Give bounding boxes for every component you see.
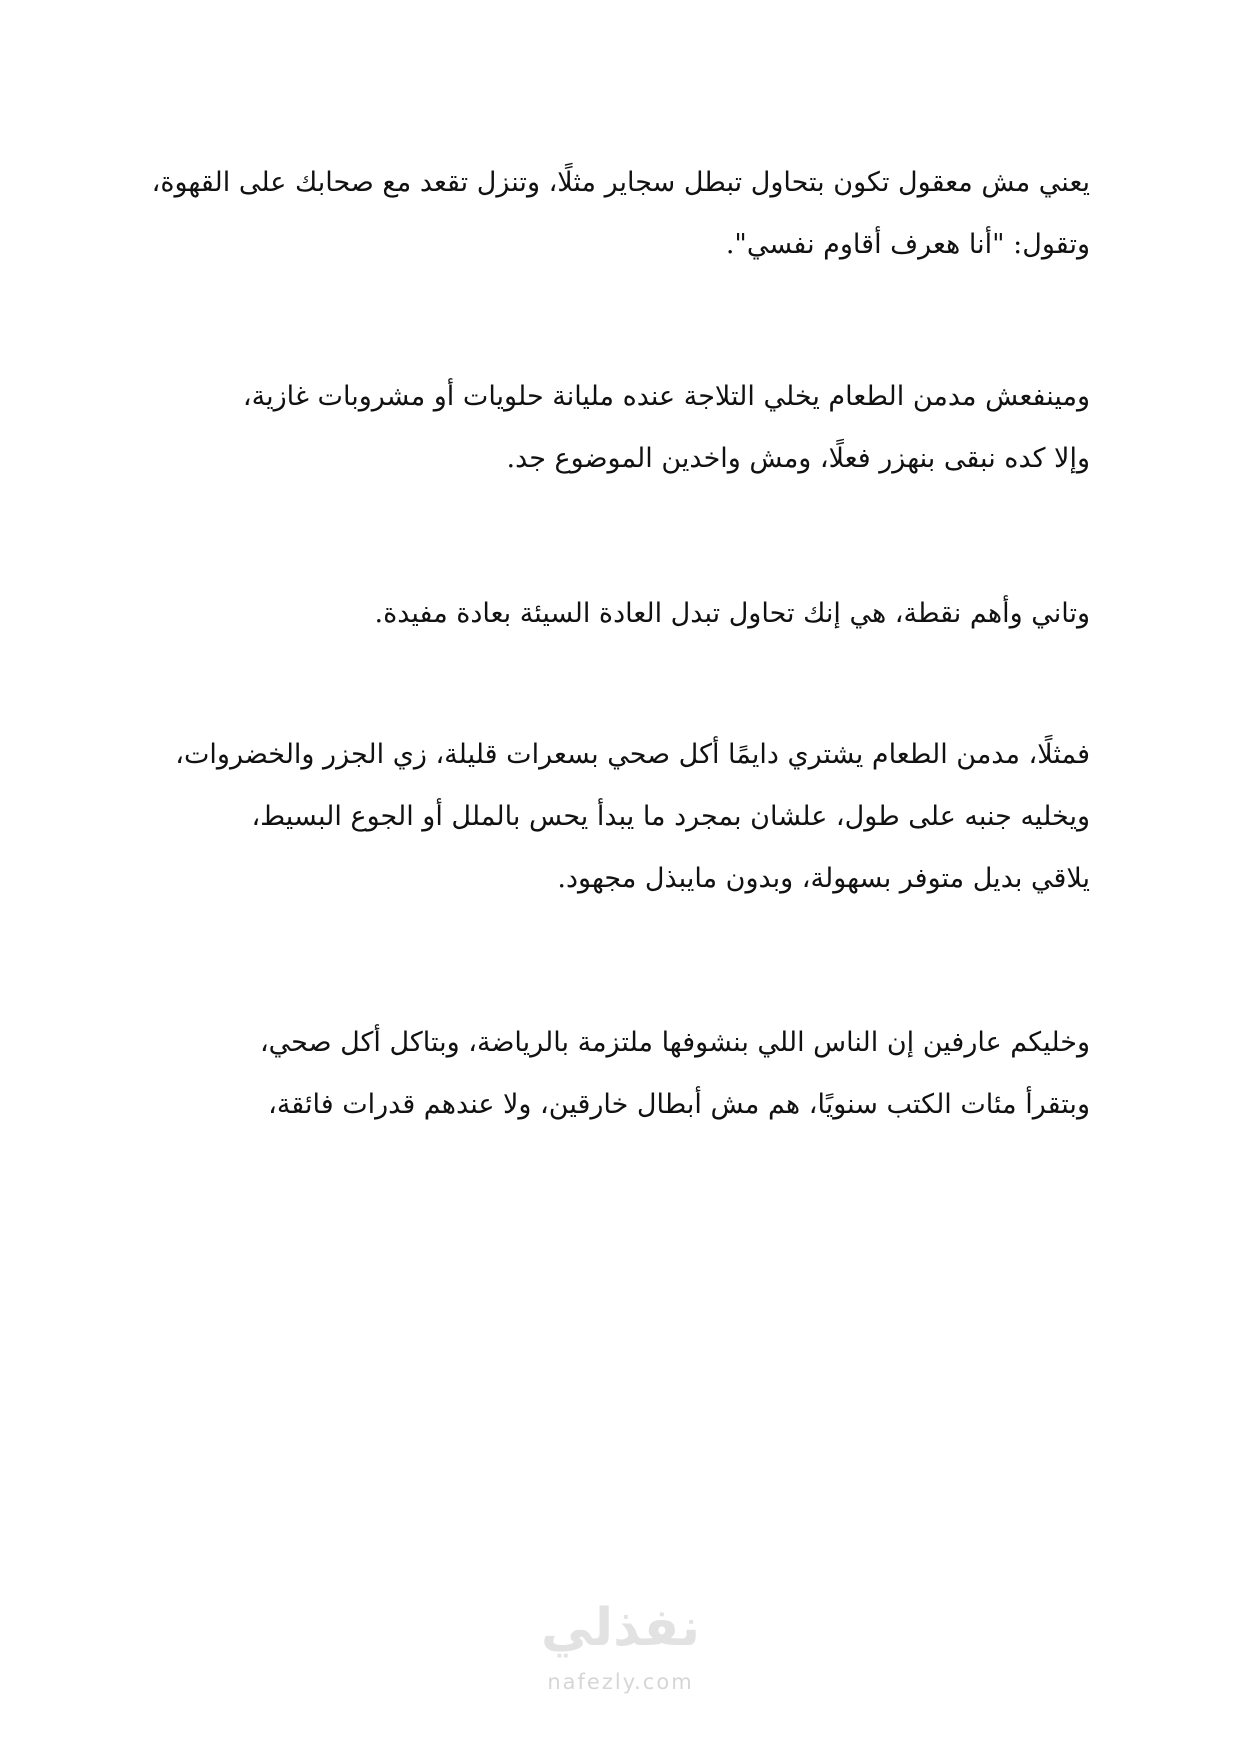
paragraph-line: يعني مش معقول تكون بتحاول تبطل سجاير مثلًا، وتنزل تقعد مع صحابك على القهوة،	[151, 167, 1090, 198]
paragraph-line: وتقول: "أنا هعرف أقاوم نفسي".	[725, 229, 1090, 260]
paragraph-line: يلاقي بديل متوفر بسهولة، وبدون مايبذل مجهود.	[557, 863, 1090, 894]
paragraph	[150, 583, 1090, 645]
paragraph-line: وإلا كده نبقى بنهزر فعلًا، ومش واخدين الموضوع جد.	[506, 443, 1090, 474]
paragraph-line: ويخليه جنبه على طول، علشان بمجرد ما يبدأ يحس بالملل أو الجوع البسيط،	[251, 801, 1090, 832]
paragraph	[150, 366, 1090, 490]
paragraph	[150, 724, 1090, 910]
paragraph-line: فمثلًا، مدمن الطعام يشتري دايمًا أكل صحي بسعرات قليلة، زي الجزر والخضروات،	[175, 739, 1090, 770]
paragraph	[150, 1012, 1090, 1136]
paragraph-line: ومينفعش مدمن الطعام يخلي التلاجة عنده مليانة حلويات أو مشروبات غازية،	[242, 381, 1090, 412]
watermark-url: nafezly.com	[547, 1670, 694, 1694]
paragraph-line: وتاني وأهم نقطة، هي إنك تحاول تبدل العادة السيئة بعادة مفيدة.	[374, 598, 1090, 629]
watermark-logo: نفذلي	[540, 1598, 701, 1658]
paragraph	[150, 152, 1090, 276]
paragraph-line: وخليكم عارفين إن الناس اللي بنشوفها ملتزمة بالرياضة، وبتاكل أكل صحي،	[259, 1027, 1090, 1058]
paragraph-line: وبتقرأ مئات الكتب سنويًا، هم مش أبطال خارقين، ولا عندهم قدرات فائقة،	[268, 1089, 1090, 1120]
